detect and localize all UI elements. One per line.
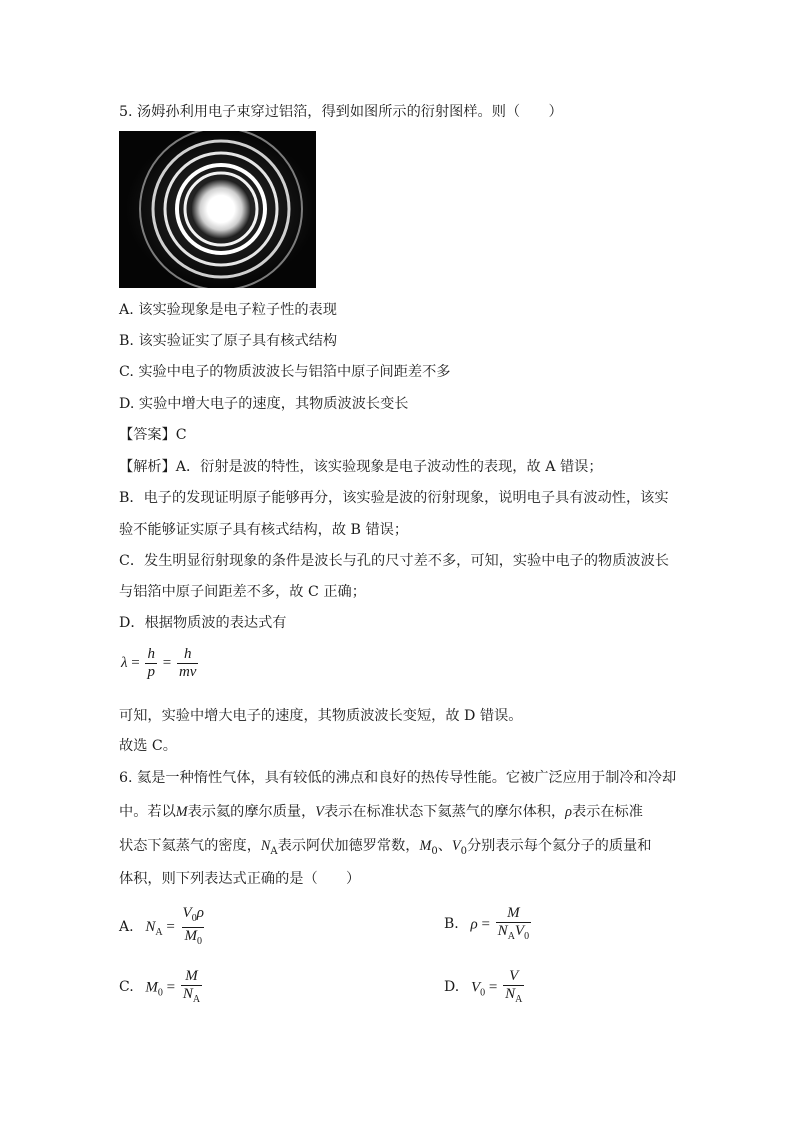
var-NA-sub: A (270, 845, 278, 857)
var-NA: N (260, 838, 271, 854)
option-a-label: A. (119, 918, 134, 935)
q5-stem: 5. 汤姆孙利用电子束穿过铝箔，得到如图所示的衍射图样。则（ ） (119, 104, 563, 120)
q6-text: 分别表示每个氦分子的质量和 (466, 838, 652, 854)
option-b-den-n-sub: A (507, 931, 515, 942)
q6-line-4: 体积，则下列表达式正确的是（ ） (119, 871, 361, 887)
diffraction-rings-graphic (119, 131, 316, 288)
option-d-label: D. (444, 979, 460, 996)
q5-option-c: C. 实验中电子的物质波波长与铝箔中原子间距差不多 (119, 364, 451, 380)
var-M0: M (419, 838, 432, 854)
option-b-den-v: V (514, 923, 525, 939)
q6-text: 中。若以 (119, 804, 176, 820)
option-b-lhs: ρ (470, 916, 478, 933)
diffraction-image (119, 131, 316, 288)
option-c-label: C. (119, 979, 134, 996)
option-c-fraction (181, 968, 202, 1008)
option-c-lhs: M (145, 979, 158, 996)
option-d-den-sub: A (515, 994, 523, 1005)
de-broglie-formula: λ = $\frac{h}{p}$ = $\frac{h}{mv}$ (121, 646, 197, 680)
var-V0-sub: 0 (460, 845, 467, 857)
q6-line-1: 6. 氦是一种惰性气体，具有较低的沸点和良好的热传导性能。它被广泛应用于制冷和冷却 (119, 770, 677, 786)
q5-after-line-1: 可知，实验中增大电子的速度，其物质波波长变短，故 D 错误。 (119, 708, 523, 724)
q6-text: 、 (437, 838, 452, 854)
option-b-den-n: N (497, 923, 508, 939)
formula-lambda: λ (121, 654, 128, 671)
option-a-num-sub: 0 (191, 913, 197, 924)
option-a-num (181, 905, 206, 927)
option-b-num: M (507, 905, 520, 921)
q5-analysis-line-4: C．发生明显衍射现象的条件是波长与孔的尺寸差不多，可知，实验中电子的物质波波长 (119, 553, 669, 569)
q6-line-2 (119, 802, 643, 822)
option-c-num: M (185, 968, 198, 984)
option-d-lhs: V (470, 979, 481, 996)
q5-after-line-2: 故选 C。 (119, 738, 177, 754)
option-a-den (182, 927, 204, 950)
option-c-den-n: N (182, 986, 193, 1002)
option-d-fraction (503, 968, 524, 1008)
formula-fraction-2 (177, 646, 199, 681)
option-b-label: B. (444, 916, 459, 933)
option-b-den-v-sub: 0 (524, 931, 530, 942)
option-b-den (496, 922, 531, 945)
option-a-num-v: V (182, 905, 192, 921)
q6-option-a: A. $N_A$ = $\frac{V_0\rho}{M_0}$ (119, 905, 208, 950)
q6-text: 表示阿伏加德罗常数， (277, 838, 420, 854)
formula-f1-den: p (147, 664, 155, 680)
q6-text: 表示在标准状态下氦蒸气的摩尔体积， (323, 804, 566, 820)
option-d-lhs-sub: 0 (480, 987, 486, 999)
q5-analysis-line-6: D．根据物质波的表达式有 (119, 615, 287, 631)
option-a-num-rho: ρ (196, 905, 204, 921)
option-d-den (503, 985, 524, 1008)
q5-answer: 【答案】C (119, 427, 187, 443)
formula-f2-den: mv (178, 664, 197, 680)
q6-option-c: C. $M_0$ = $\frac{M}{N_A}$ (119, 968, 204, 1008)
q5-option-d: D. 实验中增大电子的速度，其物质波波长变长 (119, 396, 409, 412)
option-a-den-sub: 0 (196, 936, 202, 947)
q6-text: 表示氦的摩尔质量， (187, 804, 316, 820)
q5-analysis-line-1: 【解析】A．衍射是波的特性，该实验现象是电子波动性的表现，故 A 错误； (119, 459, 603, 475)
q5-analysis-line-3: 验不能够证实原子具有核式结构，故 B 错误； (119, 522, 409, 538)
q5-option-b: B. 该实验证实了原子具有核式结构 (119, 333, 338, 349)
var-rho: ρ (565, 804, 572, 820)
option-a-lhs-sub: A (155, 926, 163, 938)
option-c-den (181, 985, 202, 1008)
option-d-den-n: N (505, 986, 516, 1002)
q6-option-d: D. $V_0$ = $\frac{V}{N_A}$ (444, 968, 526, 1008)
q5-option-a: A. 该实验现象是电子粒子性的表现 (119, 302, 337, 318)
formula-f2-num: h (183, 646, 192, 662)
option-a-fraction (181, 905, 206, 950)
q6-text: 状态下氦蒸气的密度， (119, 838, 261, 854)
var-M: M (175, 804, 188, 820)
q6-text: 表示在标准 (571, 804, 643, 820)
option-a-lhs: N (145, 918, 156, 935)
var-V0: V (451, 838, 461, 854)
q6-option-b: B. ρ = $\frac{M}{N_AV_0}$ (444, 905, 533, 945)
q5-analysis-line-2: B．电子的发现证明原子能够再分，该实验是波的衍射现象，说明电子具有波动性，该实 (119, 490, 669, 506)
formula-f1-num: h (147, 646, 155, 662)
q6-line-3 (119, 836, 651, 862)
var-M0-sub: 0 (431, 845, 438, 857)
option-c-lhs-sub: 0 (157, 987, 163, 999)
formula-fraction-1 (145, 646, 157, 681)
option-d-num: V (509, 968, 519, 984)
var-V: V (315, 804, 324, 820)
option-b-fraction (496, 905, 531, 945)
option-c-den-sub: A (192, 994, 201, 1005)
option-a-den-m: M (184, 928, 197, 944)
q5-analysis-line-5: 与铝箔中原子间距差不多，故 C 正确； (119, 584, 366, 600)
